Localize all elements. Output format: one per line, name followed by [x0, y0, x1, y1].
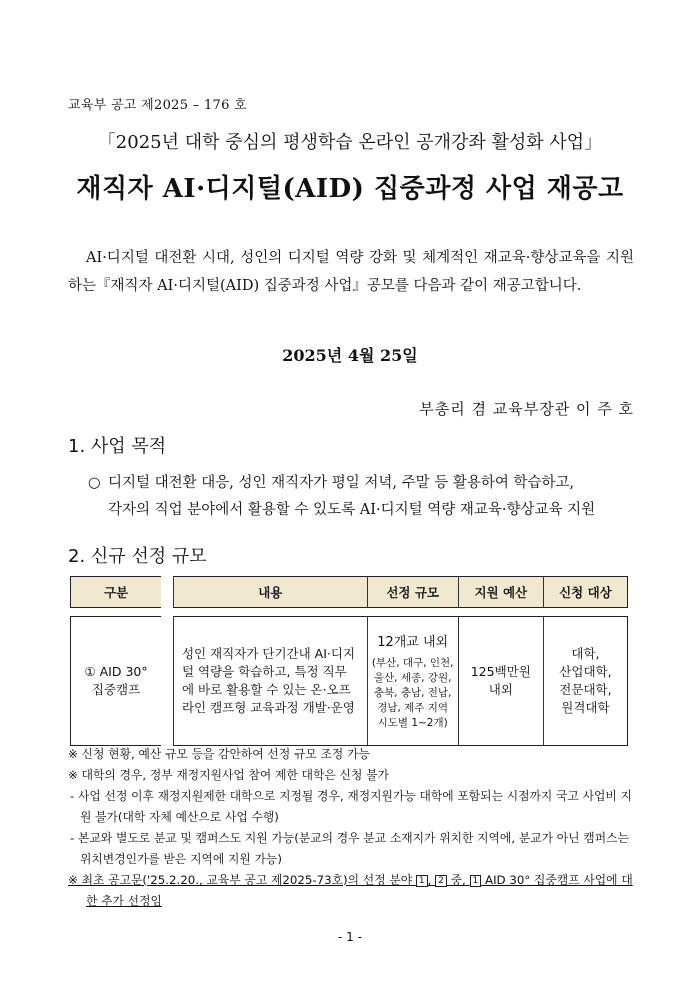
budget-line: 125백만원	[470, 664, 531, 679]
cell-target	[543, 616, 628, 746]
target-line: 대학,	[571, 646, 600, 661]
section-heading-scale: 2. 신규 선정 규모	[68, 546, 207, 567]
subtitle: 「2025년 대학 중심의 평생학습 온라인 공개강좌 활성화 사업」	[97, 132, 603, 153]
header-category: 구분	[70, 576, 161, 608]
header-scale: 선정 규모	[367, 576, 458, 608]
page-number: - 1 -	[338, 930, 362, 944]
purpose-line-1: 디지털 대전환 대응, 성인 재직자가 평일 저녁, 주말 등 활용하여 학습하고,	[108, 475, 575, 491]
table-header-row	[70, 576, 628, 608]
section-heading-purpose: 1. 사업 목적	[68, 436, 167, 457]
scale-main: 12개교 내외	[377, 635, 449, 650]
note-3-prefix: ※ 최초 공고문('25.2.20., 교육부 공고 제2025-73호)의 선정 분야	[68, 873, 413, 887]
note-3-mid: 중,	[450, 873, 466, 887]
note-2b: - 본교와 별도로 분교 및 캠퍼스도 지원 가능(분교의 경우 분교 소재지가 위치한 지역에, 분교가 아닌 캠퍼스는 위치변경인가를 받은 지역에 지원 가능)	[70, 831, 629, 866]
header-target: 신청 대상	[543, 576, 628, 608]
cell-scale	[367, 616, 458, 746]
column-gap	[161, 576, 173, 608]
page-title: 재직자 AI·디지털(AID) 집중과정 사업 재공고	[76, 174, 624, 204]
note-1: ※ 신청 현황, 예산 규모 등을 감안하여 선정 규모 조정 가능	[68, 747, 370, 761]
intro-paragraph: AI·디지털 대전환 시대, 성인의 디지털 역량 강화 및 체계적인 재교육·향상교육을 지원하는『재직자 AI·디지털(AID) 집중과정 사업』공모를 다음과 같이 재공고합니다.	[68, 250, 634, 294]
note-2: ※ 대학의 경우, 정부 재정지원사업 참여 제한 대학은 신청 불가	[68, 768, 389, 782]
purpose-line-2: 각자의 직업 분야에서 활용할 수 있도록 AI·디지털 역량 재교육·향상교육 지원	[108, 502, 596, 518]
field-number-box: 1	[416, 875, 428, 887]
notice-date: 2025년 4월 25일	[282, 346, 418, 365]
field-number-box: 1	[470, 875, 482, 887]
table-row	[70, 616, 628, 746]
category-line: ① AID 30°	[84, 664, 148, 679]
note-3-suffix: AID 30° 집중캠프 사업에 대한 추가 선정임	[86, 873, 633, 908]
cell-category	[70, 616, 161, 746]
target-line: 원격대학	[561, 700, 610, 715]
cell-budget	[458, 616, 543, 746]
column-gap	[161, 616, 173, 746]
note-3: ※ 최초 공고문('25.2.20., 교육부 공고 제2025-73호)의 선정 분야 1 , 2 중, 1 AID 30° 집중캠프 사업에 대한 추가 선정임	[68, 873, 633, 908]
notice-number: 교육부 공고 제2025 – 176 호	[68, 98, 247, 113]
notes	[68, 744, 638, 912]
header-budget: 지원 예산	[458, 576, 543, 608]
header-content: 내용	[173, 576, 367, 608]
target-line: 산업대학,	[559, 664, 612, 679]
cell-content: 성인 재직자가 단기간내 AI·디지털 역량을 학습하고, 특정 직무에 바로 활용할 수 있는 온·오프라인 캠프형 교육과정 개발·운영	[173, 616, 367, 746]
target-line: 전문대학,	[559, 682, 612, 697]
budget-line: 내외	[488, 682, 513, 697]
scale-regions: (부산, 대구, 인천, 울산, 세종, 강원, 충북, 충남, 전남, 경남, 제주 지역 시도별 1~2개)	[371, 657, 454, 729]
purpose-bullet	[88, 470, 636, 524]
bullet-icon: ○	[88, 475, 101, 491]
signer: 부총리 겸 교육부장관 이 주 호	[419, 400, 634, 418]
selection-table	[70, 576, 628, 746]
field-number-box: 2	[435, 875, 447, 887]
note-2a: - 사업 선정 이후 재정지원제한 대학으로 지정될 경우, 재정지원가능 대학에 포함되는 시점까지 국고 사업비 지원 불가(대학 자체 예산으로 사업 수행)	[70, 789, 632, 824]
category-line: 집중캠프	[91, 682, 141, 697]
